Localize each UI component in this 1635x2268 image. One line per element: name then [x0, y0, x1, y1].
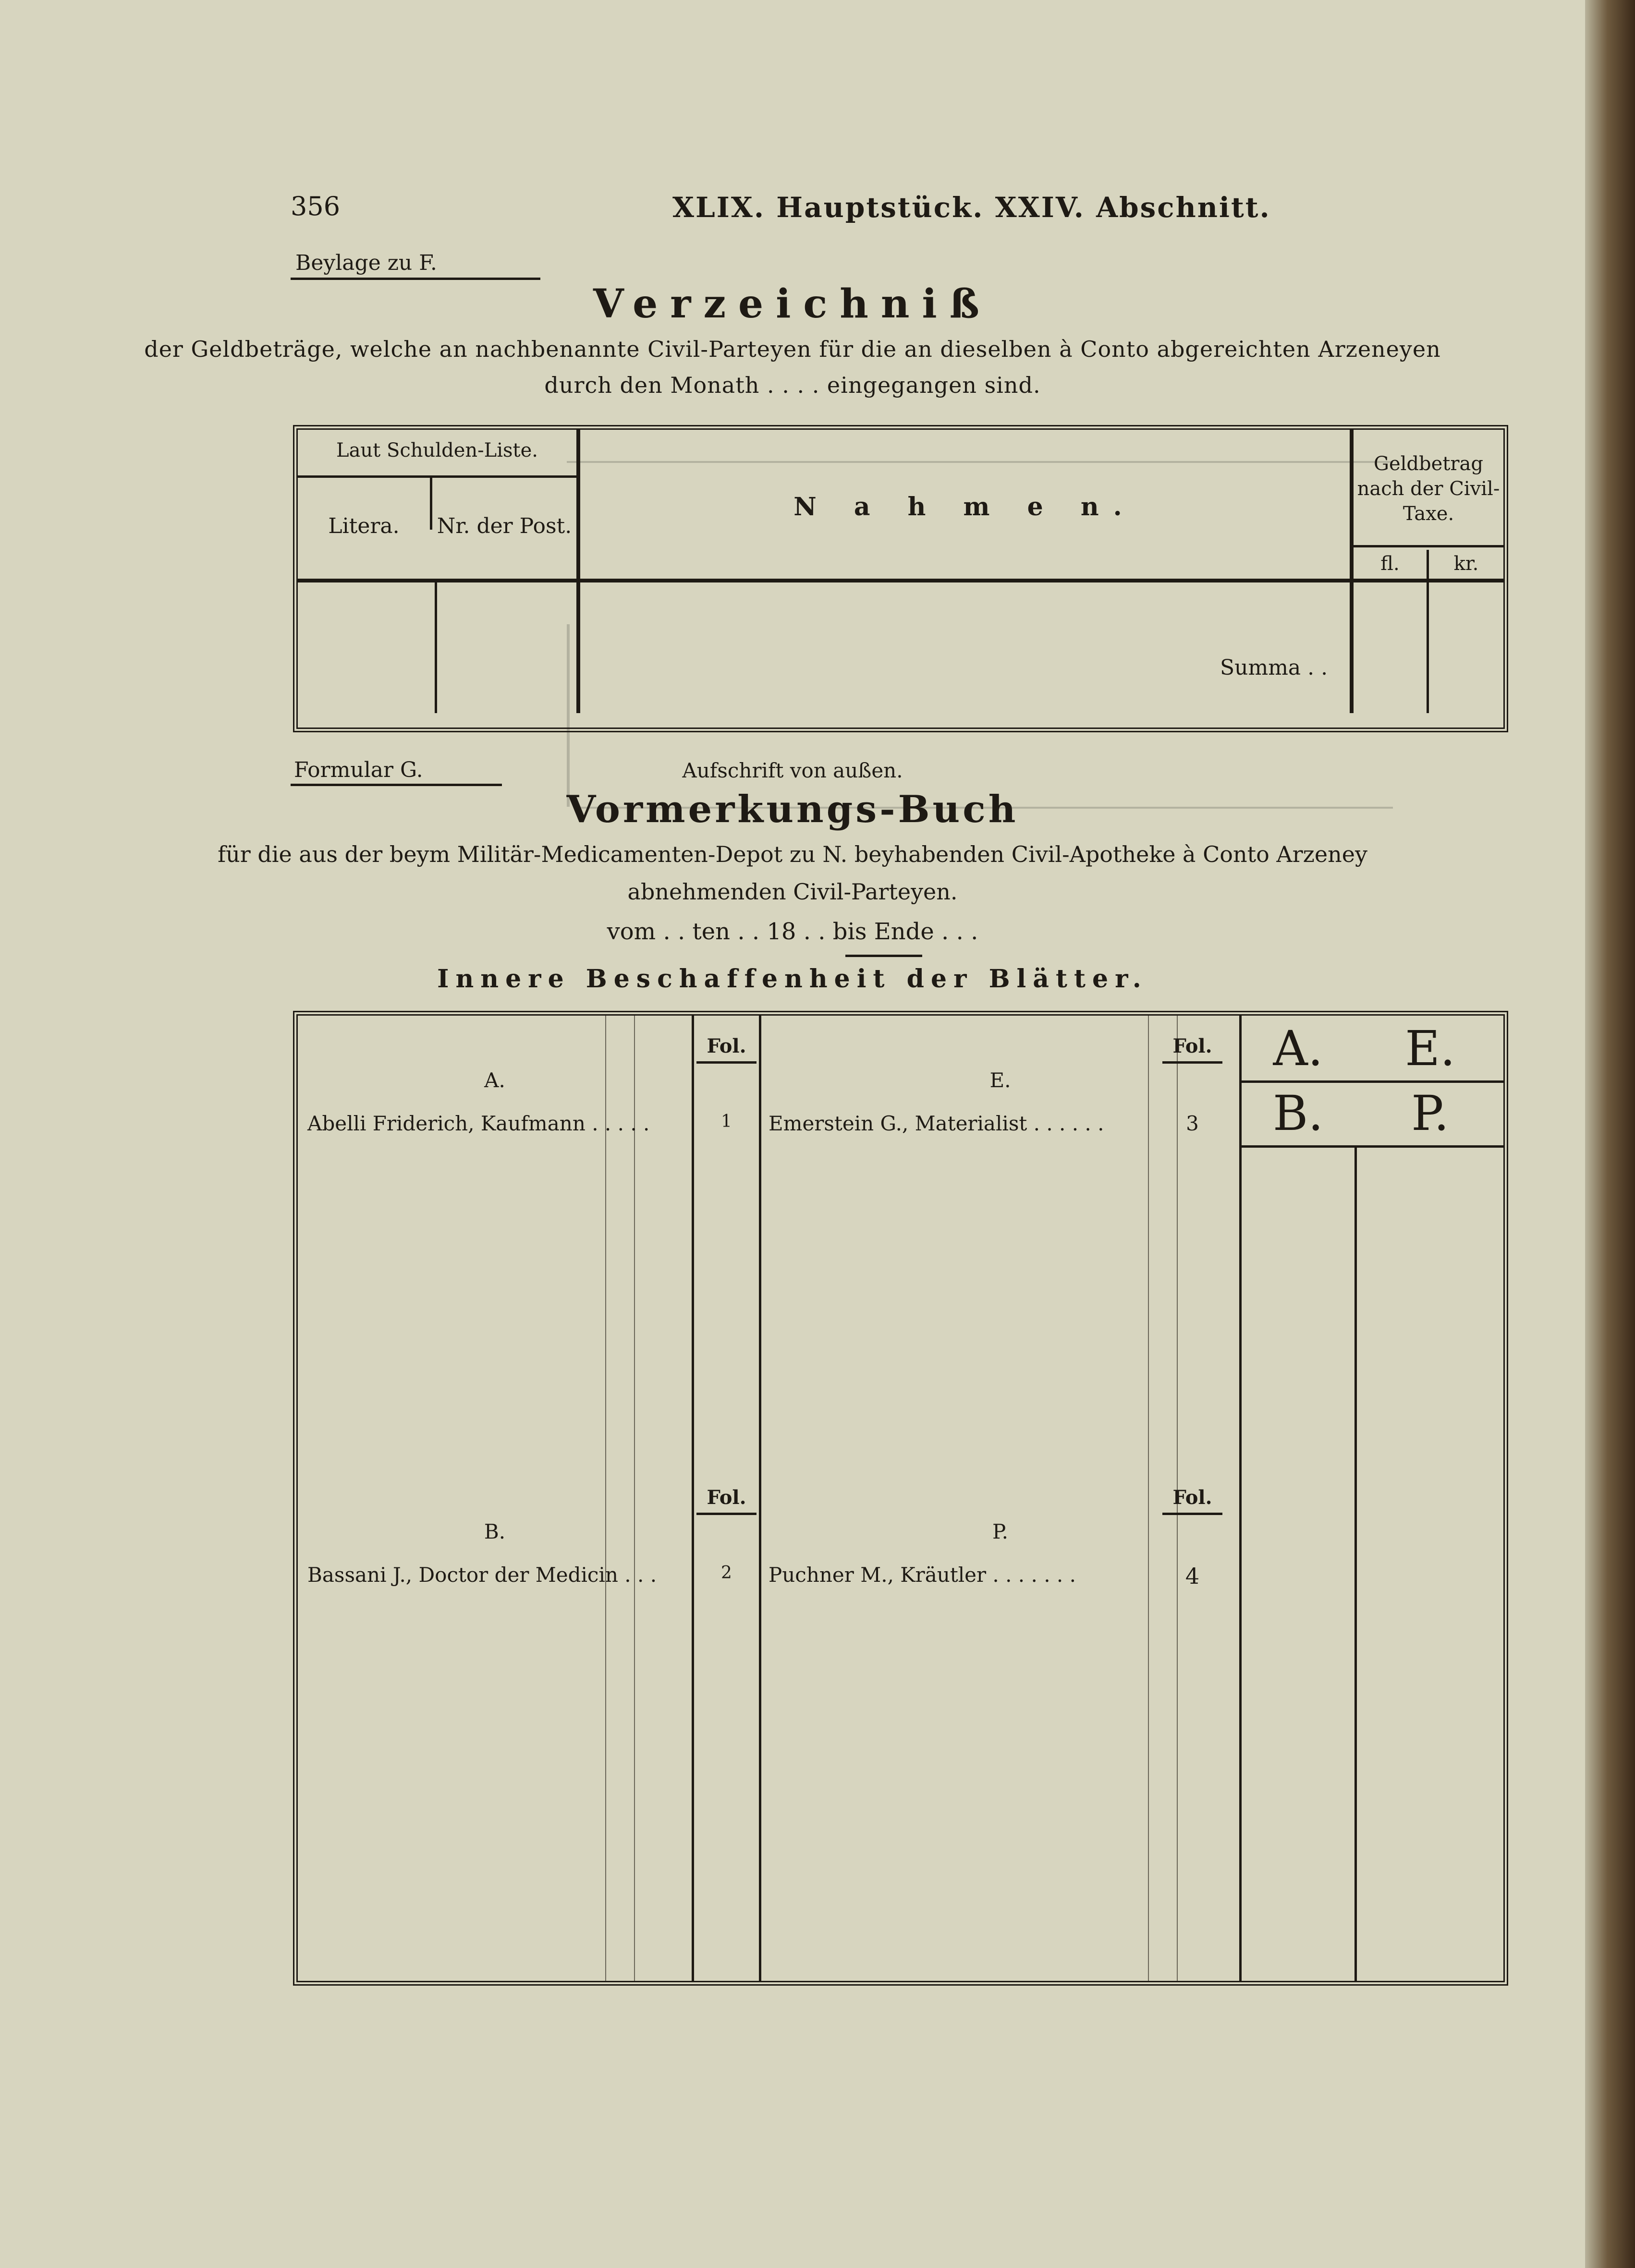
fol-label: Fol. [1172, 1035, 1212, 1057]
ledger-col-rule [1354, 1016, 1357, 1981]
verzeichniss-title: Verzeichniß [593, 281, 992, 327]
index-tabs [1242, 1016, 1503, 1148]
entry-folio-a: 1 [721, 1112, 732, 1131]
date-line: vom . . ten . . 18 . . bis Ende . . . [607, 918, 978, 945]
entry-letter-e: E. [989, 1068, 1011, 1092]
fol-label: Fol. [1172, 1486, 1212, 1509]
vormerkungs-buch-title: Vormerkungs-Buch [566, 788, 1019, 831]
verzeichniss-subtitle-2: durch den Monath . . . . eingegangen sind. [544, 372, 1041, 398]
col-litera: Litera. [328, 514, 400, 538]
verzeichniss-subtitle-1: der Geldbeträge, welche an nachbenannte Civil-Parteyen für die an dieselben à Conto abgereichten Arzeneyen [144, 336, 1441, 362]
entry-name-b: Bassani J., Doctor der Medicin . . . [307, 1563, 657, 1587]
fol-label: Fol. [707, 1486, 746, 1509]
index-tab-rule [1242, 1080, 1503, 1083]
index-tab-rule [1242, 1145, 1503, 1148]
sub-col-kr: kr. [1453, 553, 1479, 575]
date-rule [845, 955, 922, 957]
header-rule [298, 579, 1503, 582]
entry-letter-b: B. [484, 1520, 506, 1543]
index-tab-b: B. [1272, 1085, 1324, 1141]
col-geldbetrag-3: Taxe. [1403, 503, 1454, 525]
label-underline [291, 278, 540, 280]
col-geldbetrag-1: Geldbetrag [1374, 453, 1483, 475]
col-geldbetrag-2: nach der Civil- [1357, 478, 1500, 500]
fol-underline [1162, 1513, 1222, 1515]
entry-letter-p: P. [992, 1520, 1009, 1543]
fol-underline [696, 1513, 756, 1515]
running-title: XLIX. Hauptstück. XXIV. Abschnitt. [672, 191, 1271, 224]
section-title: Innere Beschaffenheit der Blätter. [437, 964, 1148, 994]
entry-name-e: Emerstein G., Materialist . . . . . . [769, 1112, 1104, 1135]
page-number: 356 [291, 191, 341, 221]
vormerkungs-subtitle-2: abnehmenden Civil-Parteyen. [627, 879, 958, 905]
fol-underline [696, 1061, 756, 1064]
entry-folio-e: 3 [1186, 1112, 1199, 1135]
book-spine-edge [1585, 0, 1635, 2268]
ledger-guide [634, 1016, 635, 1981]
vormerkungs-subtitle-1: für die aus der beym Militär-Medicamenten-Depot zu N. beyhabenden Civil-Apotheke à Conto Arzeney [218, 841, 1367, 867]
formular-label: Formular G. [294, 758, 423, 782]
summa-label: Summa . . [1220, 655, 1328, 680]
entry-name-a: Abelli Friderich, Kaufmann . . . . . [307, 1112, 650, 1135]
label-underline [291, 784, 502, 786]
ledger-col-rule [1239, 1016, 1242, 1981]
sub-col-fl: fl. [1380, 553, 1400, 575]
ledger-col-rule [759, 1016, 761, 1981]
entry-letter-a: A. [484, 1068, 505, 1092]
index-tab-e: E. [1405, 1020, 1455, 1077]
fol-underline [1162, 1061, 1222, 1064]
amount-subheader-rule [1354, 545, 1503, 547]
group-header-rule [298, 475, 576, 478]
index-tab-a: A. [1273, 1020, 1323, 1077]
col-nr-der-post: Nr. der Post. [437, 514, 572, 538]
ledger-table [293, 1011, 1508, 1986]
outer-label: Aufschrift von außen. [682, 759, 903, 782]
beylage-label: Beylage zu F. [295, 251, 437, 275]
col-divider [576, 430, 580, 713]
ledger-guide [1148, 1016, 1149, 1981]
group-header-schulden-liste: Laut Schulden-Liste. [336, 439, 538, 461]
ledger-guide [605, 1016, 606, 1981]
geldbetraege-table [293, 425, 1508, 732]
index-tab-p: P. [1411, 1085, 1449, 1141]
col-divider [1350, 430, 1354, 713]
fol-label: Fol. [707, 1035, 746, 1057]
entry-name-p: Puchner M., Kräutler . . . . . . . [769, 1563, 1076, 1587]
entry-folio-b: 2 [721, 1563, 732, 1583]
entry-folio-p: 4 [1185, 1563, 1200, 1589]
col-divider [435, 579, 437, 713]
col-nahmen: N a h m e n. [793, 492, 1136, 522]
